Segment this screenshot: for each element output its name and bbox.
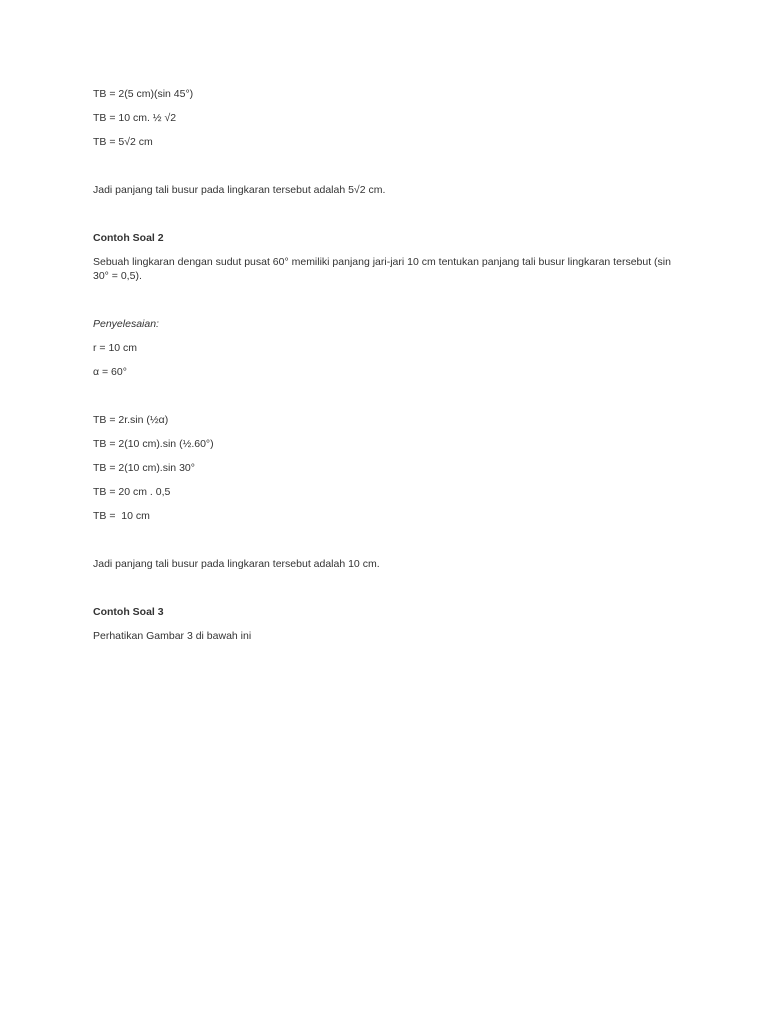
text-line: TB = 10 cm. ½ √2: [93, 112, 177, 124]
blank-line: [93, 159, 683, 173]
solution-label: Penyelesaian:: [93, 318, 159, 330]
blank-line: [93, 293, 683, 307]
text-line: Jadi panjang tali busur pada lingkaran tersebut adalah 10 cm.: [93, 558, 380, 570]
text-line: TB = 2(10 cm).sin (½.60°): [93, 438, 214, 450]
blank-line: [93, 533, 683, 547]
text-line: TB = 2(10 cm).sin 30°: [93, 462, 195, 474]
text-line: TB = 5√2 cm: [93, 136, 153, 148]
blank-line: [93, 389, 683, 403]
text-line: Sebuah lingkaran dengan sudut pusat 60° memiliki panjang jari-jari 10 cm tentukan panjang tali busur lingkaran tersebut (sin 30° = 0,5).: [93, 256, 674, 282]
section-heading: Contoh Soal 3: [93, 606, 164, 618]
section-heading: Contoh Soal 2: [93, 232, 164, 244]
document-body: [93, 87, 683, 653]
text-line: TB = 10 cm: [93, 510, 150, 522]
text-line: TB = 2(5 cm)(sin 45°): [93, 88, 194, 100]
blank-line: [93, 207, 683, 221]
text-line: α = 60°: [93, 366, 127, 378]
text-line: Jadi panjang tali busur pada lingkaran tersebut adalah 5√2 cm.: [93, 184, 386, 196]
text-line: r = 10 cm: [93, 342, 138, 354]
text-line: Perhatikan Gambar 3 di bawah ini: [93, 630, 252, 642]
text-line: TB = 20 cm . 0,5: [93, 486, 171, 498]
text-line: TB = 2r.sin (½α): [93, 414, 169, 426]
blank-line: [93, 581, 683, 595]
